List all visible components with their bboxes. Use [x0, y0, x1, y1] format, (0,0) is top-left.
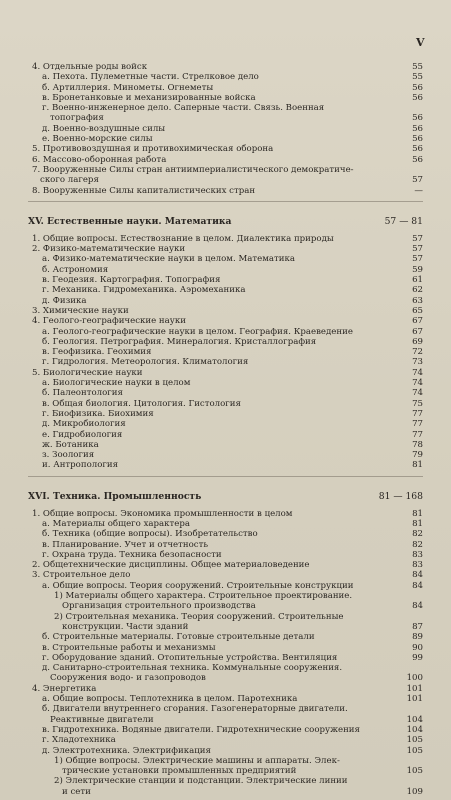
toc-entry-page: 81: [412, 518, 423, 529]
toc-entry-page: 79: [412, 450, 423, 461]
toc-entry: [28, 776, 423, 797]
toc-entry-page: 77: [412, 419, 423, 430]
toc-entry-text: в. Планирование. Учет и отчетность: [42, 539, 208, 550]
toc-entry-title: [28, 285, 395, 295]
toc-entry-continuation: Организация строительного производства: [62, 601, 256, 612]
toc-entry-text: в. Бронетанковые и механизированные войска: [42, 92, 256, 103]
toc-entry-text: 4. Энергетика: [32, 683, 97, 694]
toc-entry-continuation: трические установки промышленных предприятий: [62, 766, 297, 777]
toc-entry-title: [28, 134, 395, 144]
toc-entry-title: [28, 234, 395, 244]
toc-entry-continuation: топография: [50, 113, 104, 124]
toc-entry: [28, 265, 423, 275]
toc-entry-text: и. Антропология: [42, 460, 119, 471]
toc-entry-page: 89: [412, 632, 423, 643]
toc-entry: [28, 155, 423, 165]
toc-entry-title: [28, 663, 395, 684]
toc-entry-title: [28, 72, 395, 82]
toc-entry-text: д. Военно-воздушные силы: [42, 123, 166, 134]
toc-entry-title: [28, 440, 395, 450]
toc-entry-page: 57: [412, 233, 423, 244]
toc-entry-page: 104: [406, 714, 423, 725]
toc-entry-page: 100: [406, 673, 423, 684]
toc-entry-page: —: [414, 185, 423, 196]
toc-entry: [28, 144, 423, 154]
toc-entry-title: [28, 155, 395, 165]
toc-entry-title: [28, 378, 395, 388]
toc-entry: [28, 378, 423, 388]
toc-entry-title: [28, 612, 395, 633]
toc-entry-text: 2. Физико-математические науки: [32, 244, 186, 255]
toc-entry: [28, 409, 423, 419]
toc-entry-page: 56: [412, 92, 423, 103]
toc-entry: [28, 254, 423, 264]
toc-entry-title: [28, 103, 395, 124]
toc-entry-page: 67: [412, 326, 423, 337]
toc-entry: [28, 93, 423, 103]
toc-entry-title: [28, 144, 395, 154]
toc-entry-title: [28, 776, 395, 797]
toc-entry-page: 55: [412, 62, 423, 72]
toc-entry-title: [28, 591, 395, 612]
toc-entry-page: 67: [412, 316, 423, 327]
toc-entry: [28, 399, 423, 409]
toc-entry: [28, 368, 423, 378]
section-heading: [28, 491, 423, 503]
toc-entry: [28, 725, 423, 735]
toc-entry-page: 57: [412, 175, 423, 186]
toc-entry: [28, 440, 423, 450]
toc-entry-page: 55: [412, 72, 423, 83]
toc-entry-title: [28, 430, 395, 440]
toc-entry-page: 82: [412, 539, 423, 550]
toc-entry-title: [28, 327, 395, 337]
toc-entry: [28, 694, 423, 704]
toc-entry-text: б. Геология. Петрография. Минералогия. Кристаллография: [42, 336, 317, 347]
toc-entry-title: [28, 450, 395, 460]
toc-entry-title: [28, 570, 395, 580]
toc-entry-title: [28, 244, 395, 254]
toc-entry: [28, 643, 423, 653]
toc-entry-text: в. Общая биология. Цитология. Гистология: [42, 398, 241, 409]
toc-entry-text: 7. Вооруженные Силы стран антиимпериалистического демократиче-: [32, 164, 354, 175]
toc-entry-title: [28, 265, 395, 275]
toc-entry: [28, 62, 423, 72]
toc-entry-text: 1) Общие вопросы. Электрические машины и аппараты. Элек-: [54, 755, 340, 766]
toc-entry-text: в. Геодезия. Картография. Топография: [42, 275, 221, 286]
toc-entry: [28, 756, 423, 777]
toc-entry-continuation: Реактивные двигатели: [50, 714, 154, 725]
toc-entry-text: д. Микробиология: [42, 419, 126, 430]
toc-entry: [28, 337, 423, 347]
toc-entry-text: б. Техника (общие вопросы). Изобретательство: [42, 529, 258, 540]
toc-entry-continuation: конструкции. Части зданий: [62, 621, 189, 632]
toc-entry: [28, 460, 423, 470]
toc-entry-page: 74: [412, 388, 423, 399]
toc-entry-text: г. Гидрология. Метеорология. Климатология: [42, 357, 249, 368]
toc-entry-text: е. Гидробиология: [42, 429, 123, 440]
toc-entry-title: [28, 560, 395, 570]
toc-entry: [28, 560, 423, 570]
toc-entry-text: в. Строительные работы и механизмы: [42, 642, 216, 653]
toc-entry-page: 90: [412, 642, 423, 653]
toc-entry: [28, 419, 423, 429]
toc-entry-text: 5. Противовоздушная и противохимическая оборона: [32, 144, 274, 155]
toc-entry-title: [28, 694, 395, 704]
toc-entry-title: [28, 509, 395, 519]
toc-entry-text: б. Строительные материалы. Готовые строительные детали: [42, 632, 315, 643]
toc-entry-title: [28, 83, 395, 93]
toc-entry-title: [28, 275, 395, 285]
toc-entry-title: [28, 684, 395, 694]
toc-entry: [28, 450, 423, 460]
section-title: XVI. Техника. Промышленность: [28, 490, 202, 502]
toc-entry: [28, 186, 423, 196]
section-page-range: 81 — 168: [378, 490, 423, 502]
toc-entry-text: 2) Строительная механика. Теория сооружений. Строительные: [54, 611, 344, 622]
toc-entry-title: [28, 540, 395, 550]
toc-entry: [28, 632, 423, 642]
toc-entry-title: [28, 746, 395, 756]
toc-entry: [28, 134, 423, 144]
toc-entry: [28, 529, 423, 539]
toc-entry-page: 56: [412, 113, 423, 124]
toc-entry-page: 56: [412, 144, 423, 155]
toc-entry: [28, 165, 423, 186]
toc-entry: [28, 735, 423, 745]
toc-entry-text: а. Геолого-географические науки в целом. География. Краеведение: [42, 326, 353, 337]
toc-entry: [28, 103, 423, 124]
toc-entry-title: [28, 550, 395, 560]
toc-entry: [28, 306, 423, 316]
toc-entry-page: 82: [412, 529, 423, 540]
toc-entry-text: 4. Отдельные роды войск: [32, 62, 148, 72]
toc-entry-text: г. Механика. Гидромеханика. Аэромеханика: [42, 285, 246, 296]
section-divider: [28, 201, 423, 202]
toc-entry-page: 61: [412, 275, 423, 286]
toc-entry-text: 4. Геолого-географические науки: [32, 316, 186, 327]
toc-entry-page: 105: [406, 766, 423, 777]
toc-entry-text: 6. Массово-оборонная работа: [32, 154, 167, 165]
toc-entry: [28, 357, 423, 367]
toc-entry-page: 72: [412, 347, 423, 358]
toc-entry-page: 65: [412, 305, 423, 316]
toc-entry-page: 104: [406, 724, 423, 735]
toc-entry-continuation: ского лагеря: [40, 175, 99, 186]
toc-entry: [28, 72, 423, 82]
toc-entry-page: 101: [406, 694, 423, 705]
toc-entry-text: 3. Химические науки: [32, 305, 129, 316]
toc-entry-title: [28, 296, 395, 306]
toc-entry: [28, 663, 423, 684]
toc-entry-text: а. Пехота. Пулеметные части. Стрелковое дело: [42, 72, 259, 83]
toc-entry-page: 109: [406, 786, 423, 797]
toc-entry-text: в. Гидротехника. Водяные двигатели. Гидротехнические сооружения: [42, 724, 360, 735]
toc-entry-title: [28, 419, 395, 429]
toc-entry: [28, 570, 423, 580]
toc-entry-page: 83: [412, 560, 423, 571]
page-number: V: [415, 36, 425, 49]
toc-entry-title: [28, 735, 395, 745]
toc-entry-text: ж. Ботаника: [42, 439, 99, 450]
toc-entry-text: г. Хладотехника: [42, 735, 116, 746]
toc-entry: [28, 704, 423, 725]
toc-entry-continuation: Сооружения водо- и газопроводов: [50, 673, 206, 684]
toc-entry-page: 77: [412, 429, 423, 440]
toc-entry-text: а. Физико-математические науки в целом. Математика: [42, 254, 295, 265]
toc-entry-title: [28, 306, 395, 316]
toc-entry-text: 2) Электрические станции и подстанции. Электрические линии: [54, 776, 348, 787]
toc-entry-continuation: и сети: [62, 786, 91, 797]
toc-entry-text: з. Зоология: [42, 450, 95, 461]
toc-entry-page: 74: [412, 378, 423, 389]
section-page-range: 57 — 81: [384, 215, 423, 227]
toc-entry-title: [28, 529, 395, 539]
table-of-contents: [28, 62, 423, 797]
toc-entry-text: 1) Материалы общего характера. Строительное проектирование.: [54, 591, 353, 602]
toc-entry-title: [28, 124, 395, 134]
toc-entry-text: а. Общие вопросы. Теплотехника в целом. Паротехника: [42, 694, 298, 705]
toc-entry-page: 56: [412, 134, 423, 145]
toc-entry-title: [28, 337, 395, 347]
toc-entry-text: е. Военно-морские силы: [42, 134, 153, 145]
toc-entry-title: [28, 756, 395, 777]
section-heading: [28, 216, 423, 228]
toc-entry-text: а. Общие вопросы. Теория сооружений. Строительные конструкции: [42, 580, 354, 591]
toc-entry: [28, 316, 423, 326]
toc-entry-page: 105: [406, 735, 423, 746]
toc-entry-text: а. Материалы общего характера: [42, 518, 190, 529]
toc-entry-title: [28, 62, 395, 72]
toc-entry-title: [28, 347, 395, 357]
toc-entry-text: д. Электротехника. Электрификация: [42, 745, 211, 756]
toc-entry-text: г. Биофизика. Биохимия: [42, 408, 154, 419]
toc-entry: [28, 653, 423, 663]
toc-entry: [28, 509, 423, 519]
toc-entry-title: [28, 186, 395, 196]
toc-entry-title: [28, 93, 395, 103]
toc-entry: [28, 684, 423, 694]
toc-entry-page: 75: [412, 398, 423, 409]
toc-entry-title: [28, 399, 395, 409]
toc-entry-title: [28, 409, 395, 419]
toc-entry-title: [28, 254, 395, 264]
toc-entry: [28, 746, 423, 756]
toc-entry-page: 87: [412, 621, 423, 632]
toc-entry-title: [28, 643, 395, 653]
toc-entry-title: [28, 388, 395, 398]
toc-entry: [28, 540, 423, 550]
toc-entry-page: 81: [412, 460, 423, 471]
toc-entry: [28, 347, 423, 357]
toc-entry-title: [28, 653, 395, 663]
toc-entry: [28, 519, 423, 529]
toc-entry-text: г. Военно-инженерное дело. Саперные части. Связь. Военная: [42, 103, 325, 114]
toc-entry: [28, 296, 423, 306]
toc-entry-title: [28, 725, 395, 735]
toc-entry: [28, 388, 423, 398]
toc-entry-text: г. Оборудование зданий. Отопительные устройства. Вентиляция: [42, 652, 338, 663]
toc-entry-text: 1. Общие вопросы. Естествознание в целом. Диалектика природы: [32, 233, 334, 244]
toc-entry-page: 84: [412, 580, 423, 591]
toc-entry: [28, 275, 423, 285]
toc-entry: [28, 124, 423, 134]
toc-entry: [28, 83, 423, 93]
toc-entry-page: 84: [412, 570, 423, 581]
toc-entry-page: 69: [412, 336, 423, 347]
toc-entry-page: 99: [412, 652, 423, 663]
toc-entry-page: 84: [412, 601, 423, 612]
toc-entry-page: 56: [412, 154, 423, 165]
toc-entry: [28, 234, 423, 244]
toc-entry-page: 63: [412, 295, 423, 306]
toc-entry-text: б. Астрономия: [42, 264, 109, 275]
toc-entry-page: 62: [412, 285, 423, 296]
toc-entry-text: б. Артиллерия. Минометы. Огнеметы: [42, 82, 214, 93]
section-title: XV. Естественные науки. Математика: [28, 215, 232, 227]
toc-entry-page: 105: [406, 745, 423, 756]
toc-entry-page: 56: [412, 123, 423, 134]
toc-entry-page: 59: [412, 264, 423, 275]
toc-entry-page: 73: [412, 357, 423, 368]
toc-entry-text: 2. Общетехнические дисциплины. Общее материаловедение: [32, 560, 310, 571]
toc-entry: [28, 244, 423, 254]
toc-entry-text: 1. Общие вопросы. Экономика промышленности в целом: [32, 508, 293, 519]
toc-entry-title: [28, 519, 395, 529]
toc-entry-text: в. Геофизика. Геохимия: [42, 347, 152, 358]
toc-entry-title: [28, 460, 395, 470]
toc-entry-page: 101: [406, 683, 423, 694]
toc-entry: [28, 612, 423, 633]
toc-entry-title: [28, 316, 395, 326]
toc-entry-text: д. Санитарно-строительная техника. Коммунальные сооружения.: [42, 663, 343, 674]
toc-entry: [28, 285, 423, 295]
toc-entry: [28, 327, 423, 337]
toc-entry-title: [28, 165, 395, 186]
toc-entry-text: б. Палеонтология: [42, 388, 123, 399]
toc-entry-text: б. Двигатели внутреннего сгорания. Газогенераторные двигатели.: [42, 704, 348, 715]
toc-entry-page: 56: [412, 82, 423, 93]
toc-entry: [28, 550, 423, 560]
toc-entry-title: [28, 581, 395, 591]
toc-entry: [28, 581, 423, 591]
toc-entry-title: [28, 357, 395, 367]
toc-entry-title: [28, 368, 395, 378]
toc-entry-page: 57: [412, 254, 423, 265]
toc-entry-page: 78: [412, 439, 423, 450]
toc-entry-text: д. Физика: [42, 295, 87, 306]
toc-entry-text: 8. Вооруженные Силы капиталистических стран: [32, 185, 256, 196]
toc-entry-text: 5. Биологические науки: [32, 367, 143, 378]
toc-entry-page: 81: [412, 508, 423, 519]
toc-entry: [28, 591, 423, 612]
toc-entry-text: 3. Строительное дело: [32, 570, 131, 581]
toc-entry-title: [28, 632, 395, 642]
toc-entry-page: 77: [412, 408, 423, 419]
toc-entry-page: 74: [412, 367, 423, 378]
section-divider: [28, 476, 423, 477]
toc-entry-text: г. Охрана труда. Техника безопасности: [42, 549, 222, 560]
toc-entry-page: 57: [412, 244, 423, 255]
toc-entry-title: [28, 704, 395, 725]
toc-entry-text: а. Биологические науки в целом: [42, 378, 191, 389]
toc-entry: [28, 430, 423, 440]
toc-entry-page: 83: [412, 549, 423, 560]
